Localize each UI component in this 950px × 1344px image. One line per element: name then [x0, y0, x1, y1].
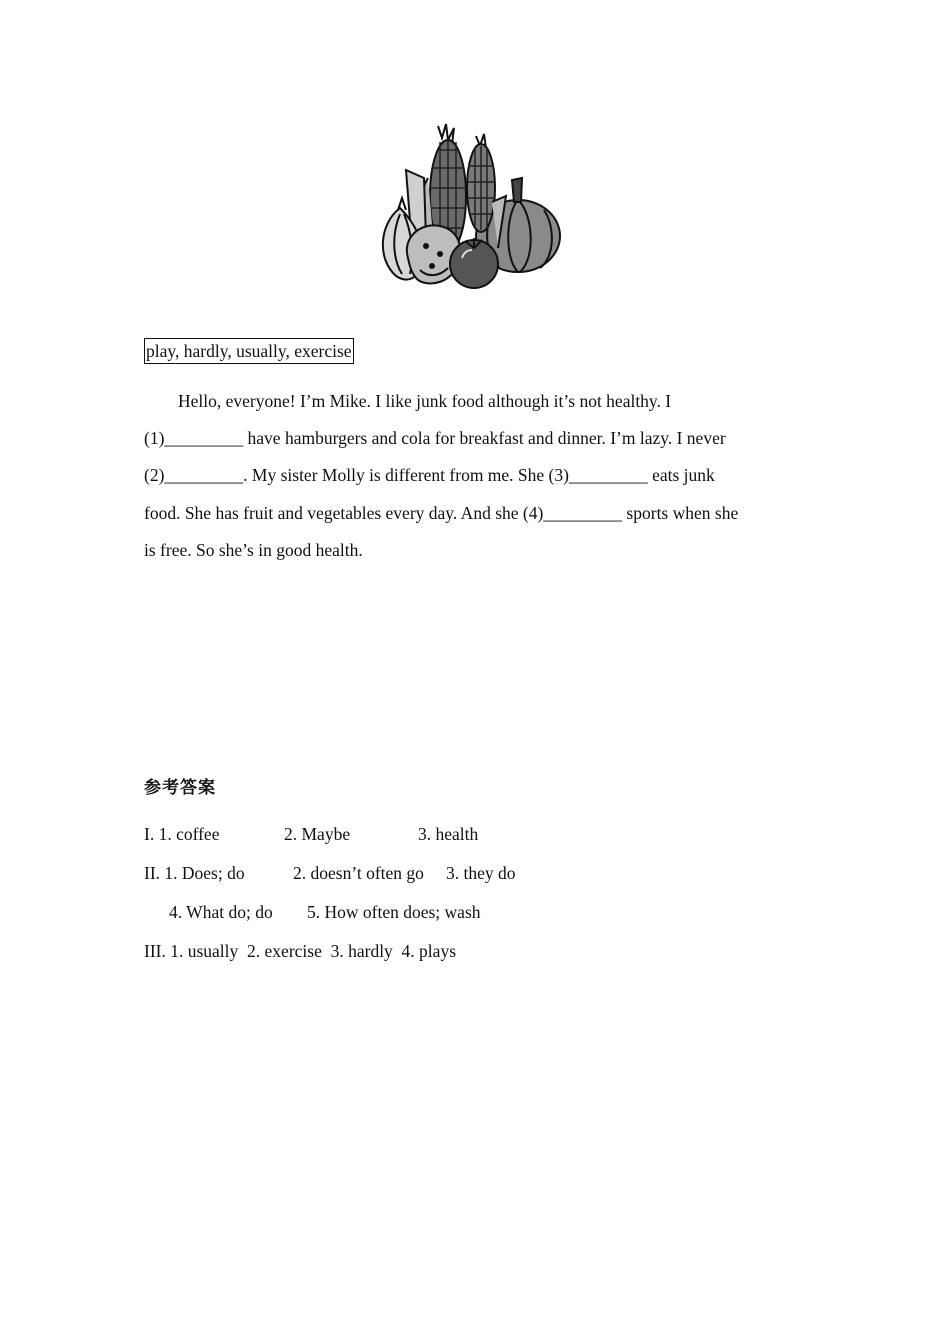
passage-line: is free. So she’s in good health. [144, 540, 363, 560]
word-bank-text: play, hardly, usually, exercise [146, 341, 352, 361]
answer-item: 3. health [418, 824, 479, 844]
answer-item: I. 1. coffee [144, 824, 220, 844]
passage-line: food. She has fruit and vegetables every day. And she (4)_________ sports when she [144, 503, 739, 523]
answer-item: 5. How often does; wash [307, 902, 481, 922]
passage-line: (1)_________ have hamburgers and cola for breakfast and dinner. I’m lazy. I never [144, 428, 726, 448]
passage-line: Hello, everyone! I’m Mike. I like junk food although it’s not healthy. I [178, 391, 672, 411]
answer-item: 4. What do; do [169, 902, 273, 922]
answer-item: 3. they do [446, 863, 516, 883]
answer-item: 2. Maybe [284, 824, 351, 844]
answer-item: II. 1. Does; do [144, 863, 245, 883]
answer-item: 2. doesn’t often go [293, 863, 424, 883]
tomato-icon [450, 238, 498, 288]
answer-item: III. 1. usually 2. exercise 3. hardly 4. plays [144, 941, 457, 961]
word-bank-box [144, 338, 354, 364]
passage-line: (2)_________. My sister Molly is different from me. She (3)_________ eats junk [144, 465, 715, 485]
vegetables-clipart-icon [368, 118, 574, 300]
answers-title: 参考答案 [144, 778, 216, 798]
